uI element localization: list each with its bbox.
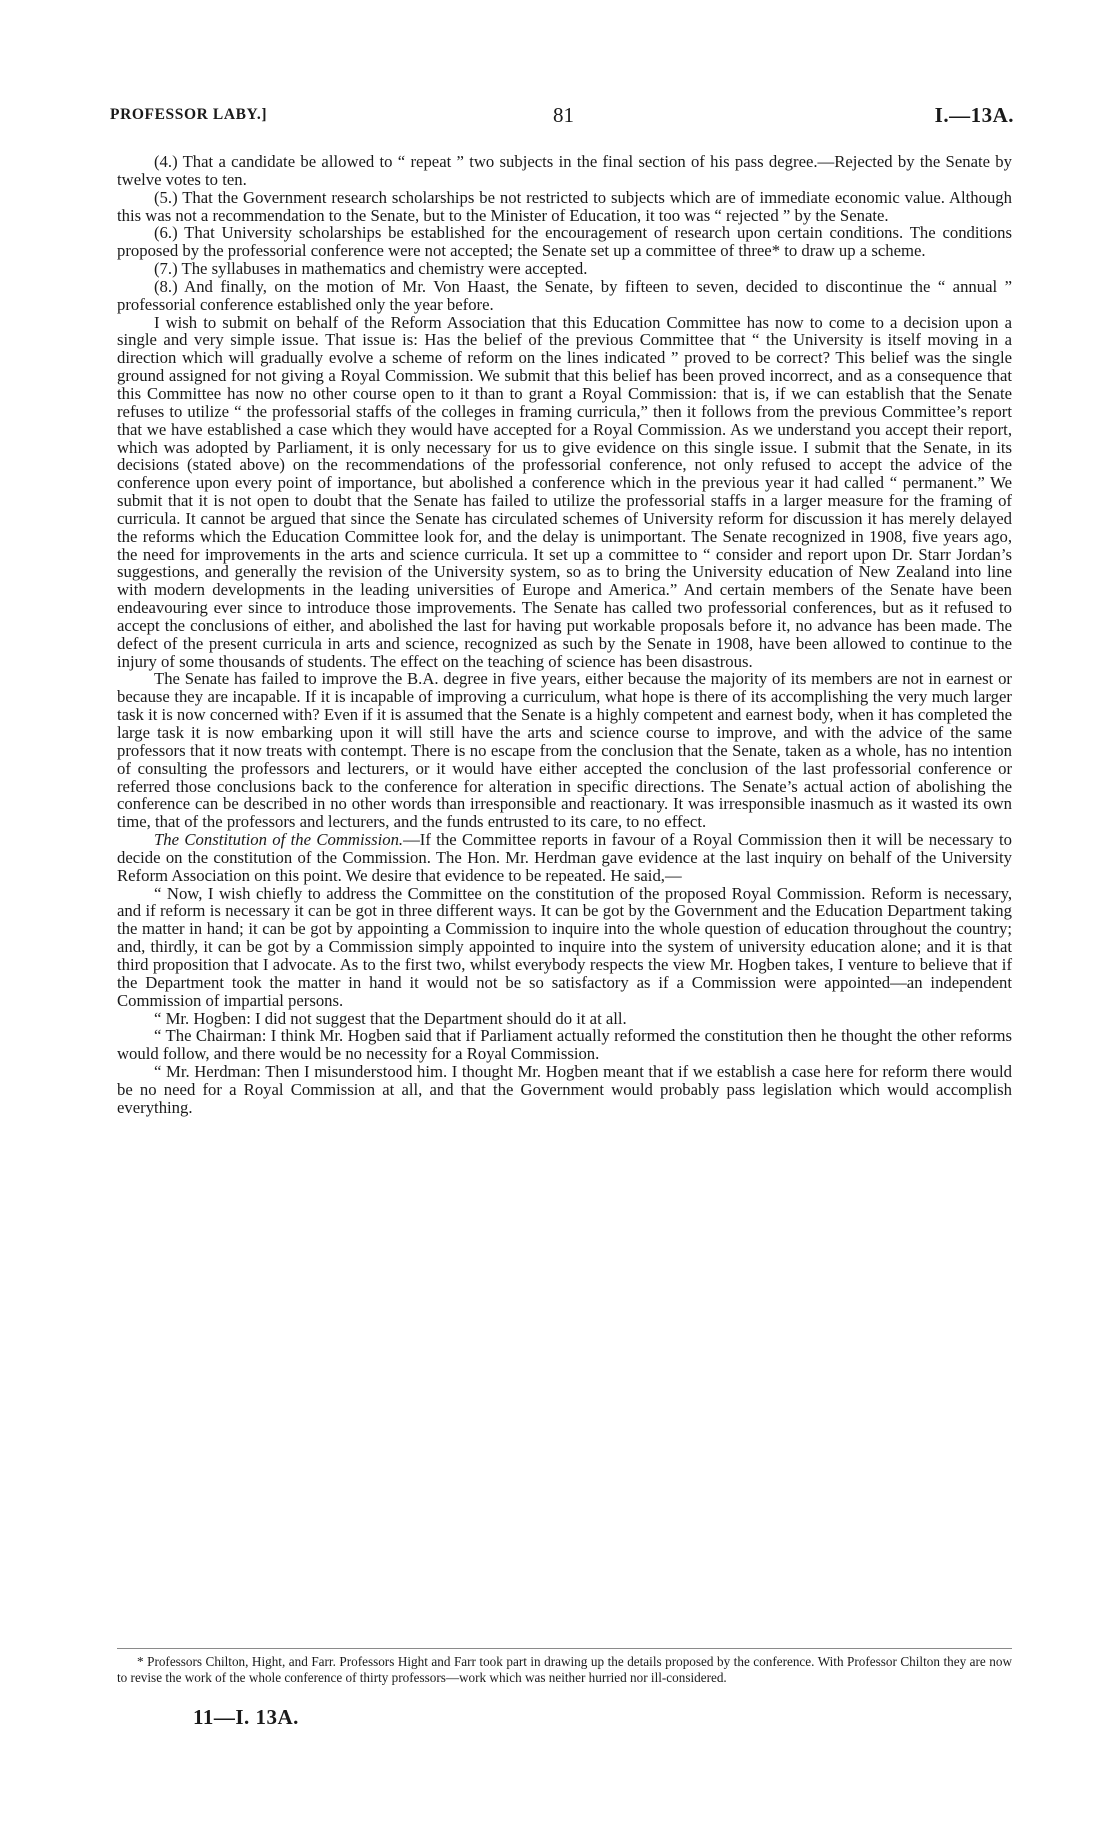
quote-herdman-evidence: “ Now, I wish chiefly to address the Committee on the constitution of the proposed Royal Commission. Reform is necessary, and if reform is necessary it can be got in three different ways. It can be got by the Government and the Education Department taking the matter in hand; it can be got by appointing a Commission to inquire into the whole question of education throughout the country; and, thirdly, it can be got by a Commission simply appointed to inquire into the system of university education alone; and it is that third proposition that I advocate. As to the first two, whilst everybody respects the view Mr. Hogben takes, I venture to believe that if the Department took the matter in hand it would not be so satisfactory as if a Commission were appointed—an independent Commission of impartial persons. <box>117 883 1012 1010</box>
footnote-divider <box>117 1648 1012 1649</box>
section-heading: The Constitution of the Commission. <box>154 830 404 850</box>
paragraph-item-5: (5.) That the Government research scholarships be not restricted to subjects which are of immediate economic value. Although this was not a recommendation to the Senate, but to the Minister of Education, it too was “ rejected ” by the Senate. <box>117 187 1012 225</box>
quote-chairman: “ The Chairman: I think Mr. Hogben said that if Parliament actually reformed the constitution then he thought the other reforms would follow, and there would be no necessity for a Royal Commission. <box>117 1026 1012 1064</box>
paragraph-item-7: (7.) The syllabuses in mathematics and chemistry were accepted. <box>154 259 588 279</box>
paper-reference: I.—13A. <box>934 103 1014 127</box>
printer-signature: 11—I. 13A. <box>193 1705 299 1729</box>
paragraph-reform-issue: I wish to submit on behalf of the Reform Association that this Education Committee has now to come to a decision upon a single and very simple issue. That issue is: Has the belief of the previous Committee that “ the University is itself moving in a direction which will gradually evolve a scheme of reform on the lines indicated ” proved to be correct? This belief was the single ground assigned for not giving a Royal Commission. We submit that this belief has been proved incorrect, and as a consequence that this Committee has now no other course open to it than to grant a Royal Commission: that is, if we can establish that the Senate refuses to utilize “ the professorial staffs of the colleges in framing curricula,” then it follows from the previous Committee’s report that we have established a case which they would have accepted for a Royal Commission. As we understand you accept their report, which was adopted by Parliament, it is only necessary for us to give evidence on this single issue. I submit that the Senate, in its decisions (stated above) on the recommendations of the professorial conference, not only refused to accept the advice of the conference upon every point of importance, but abolished a conference which in the previous year it had called “ permanent.” We submit that it is not open to doubt that the Senate has failed to utilize the professorial staffs in a larger measure for the framing of curricula. It cannot be argued that since the Senate has circulated schemes of University reform for discussion it has merely delayed the reforms which the Education Committee look for, and the delay is unimportant. The Senate recognized in 1908, five years ago, the need for improvements in the arts and science curricula. It set up a committee to “ consider and report upon Dr. Starr Jordan’s suggestions, and generally the revision of the University system, so as to bring the University education of New Zealand into line with modern developments in the leading universities of Europe and America.” And certain members of the Senate have been endeavouring ever since to introduce those improvements. The Senate has called two professorial conferences, but as it refused to accept the conclusions of either, and abolished the last for having put workable proposals before it, no advance has been made. The defect of the present curricula in arts and science, recognized as such by the Senate in 1908, have been allowed to continue to the injury of some thousands of students. The effect on the teaching of science has been disastrous. <box>117 312 1012 671</box>
body-text <box>117 153 1012 1117</box>
paragraph-item-6: (6.) That University scholarships be established for the encouragement of research upon certain conditions. The conditions proposed by the professorial conference were not accepted; the Senate set up a committee of three* to draw up a scheme. <box>117 223 1012 261</box>
paragraph-item-4: (4.) That a candidate be allowed to “ repeat ” two subjects in the final section of his pass degree.—Rejected by the Senate by twelve votes to ten. <box>117 152 1012 189</box>
paragraph-constitution <box>117 831 1012 885</box>
header-author: PROFESSOR LABY.] <box>110 106 268 123</box>
constitution-text: —If the Committee reports in favour of a Royal Commission then it will be necessary to decide on the constitution of the Commission. The Hon. Mr. Herdman gave evidence at the last inquiry on behalf of the University Reform Association on this point. We desire that evidence to be repeated. He said,— <box>117 830 1012 885</box>
running-header <box>110 103 1014 130</box>
page-number: 81 <box>553 103 574 127</box>
footnote <box>117 1654 1012 1685</box>
footnote-text: * Professors Chilton, Hight, and Farr. Professors Hight and Farr took part in drawing up the details proposed by the conference. With Professor Chilton they are now to revise the work of the whole conference of thirty professors—work which was neither hurried nor ill-considered. <box>117 1654 1012 1685</box>
paragraph-senate-failure: The Senate has failed to improve the B.A. degree in five years, either because the majority of its members are not in earnest or because they are incapable. If it is incapable of improving a curriculum, what hope is there of its accomplishing the very much larger task it is now concerned with? Even if it is assumed that the Senate is a highly competent and earnest body, when it has completed the large task it is now embarking upon it will still have the arts and science course to improve, and with the advice of the same professors that it now treats with contempt. There is no escape from the conclusion that the Senate, taken as a whole, has no intention of consulting the professors and lecturers, or it would have either accepted the conclusion of the last professorial conference or referred those conclusions back to the conference for alteration in specific directions. The Senate’s actual action of abolishing the conference can be described in no other words than irresponsible and reactionary. It was irresponsible inasmuch as it wasted its own time, that of the professors and lecturers, and the funds entrusted to its care, to no effect. <box>117 669 1012 832</box>
quote-herdman-reply: “ Mr. Herdman: Then I misunderstood him. I thought Mr. Hogben meant that if we establish a case here for reform there would be no need for a Royal Commission at all, and that the Government would probably pass legislation which would accomplish everything. <box>117 1062 1012 1117</box>
quote-hogben: “ Mr. Hogben: I did not suggest that the Department should do it at all. <box>154 1008 627 1028</box>
paragraph-item-8: (8.) And finally, on the motion of Mr. Von Haast, the Senate, by fifteen to seven, decided to discontinue the “ annual ” professorial conference established only the year before. <box>117 276 1012 314</box>
